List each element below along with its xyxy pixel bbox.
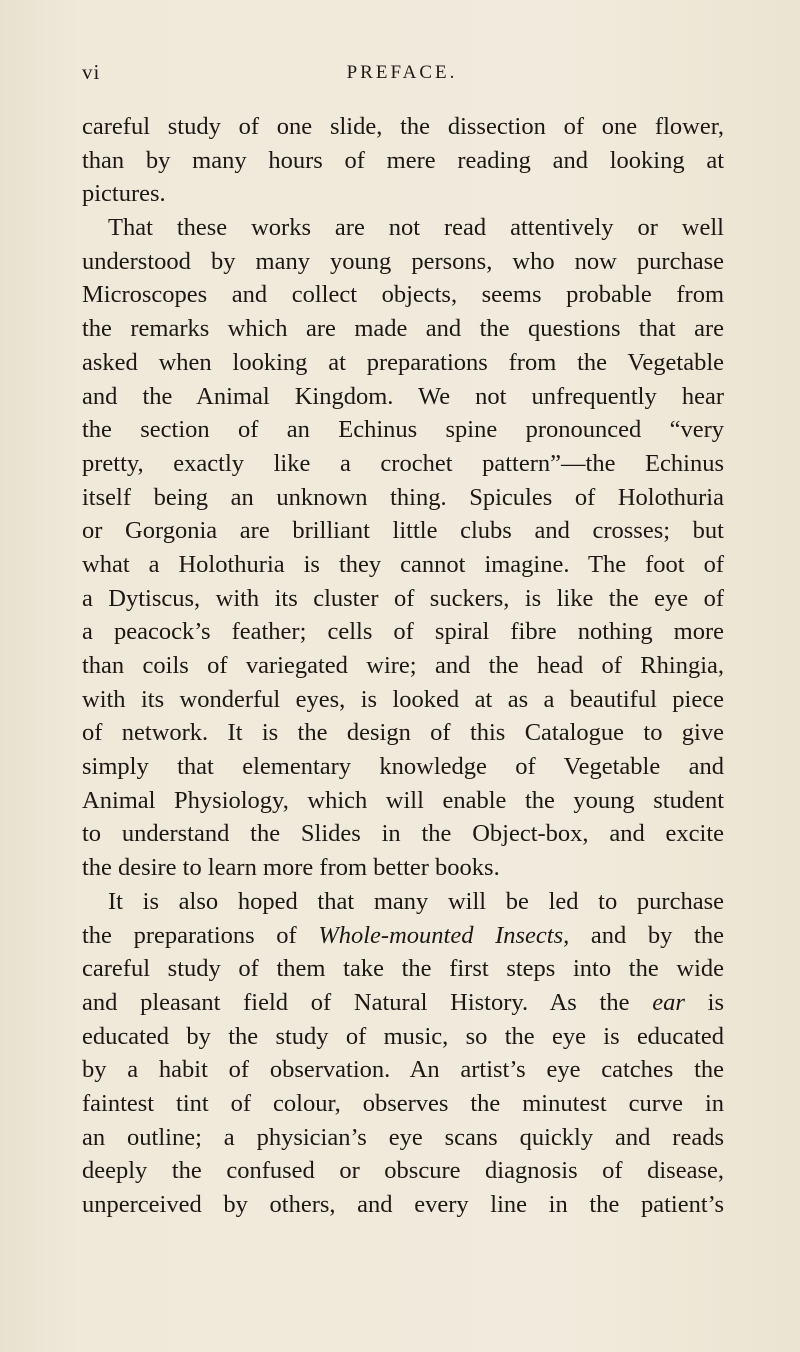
text-line (82, 817, 724, 851)
text-run: is (684, 988, 724, 1016)
text-run: Animal Physiology, which will enable the young student (82, 786, 724, 814)
text-run: asked when looking at preparations from the Vegetable (82, 348, 724, 376)
text-line (82, 683, 724, 717)
text-run: what a Holothuria is they cannot imagine. The foot of (82, 550, 724, 578)
text-run: and the Animal Kingdom. We not unfrequently hear (82, 382, 724, 410)
text-line (82, 481, 724, 515)
text-run: by a habit of observation. An artist’s eye catches the (82, 1056, 724, 1084)
text-line (82, 1121, 724, 1155)
text-run: careful study of one slide, the dissection of one flower, (82, 113, 724, 140)
text-run: the section of an Echinus spine pronounced “very (82, 416, 724, 444)
text-line (82, 346, 724, 380)
text-run: to understand the Slides in the Object-box, and excite (82, 820, 724, 848)
text-run: and by the (569, 921, 724, 949)
text-run: unperceived by others, and every line in the patient’s (82, 1191, 724, 1218)
text-run: careful study of them take the first steps into the wide (82, 955, 724, 983)
text-line (82, 784, 724, 818)
text-line (82, 952, 724, 986)
text-run: with its wonderful eyes, is looked at as a beautiful piece (82, 685, 724, 713)
text-line (82, 413, 724, 447)
text-line (82, 514, 724, 548)
text-run: Microscopes and collect objects, seems probable from (82, 281, 724, 309)
text-run: a peacock’s feather; cells of spiral fibre nothing more (82, 618, 724, 646)
text-run: of network. It is the design of this Catalogue to give (82, 719, 724, 747)
text-line (82, 649, 724, 683)
text-run: That these works are not read attentively or well (108, 214, 724, 242)
text-line (82, 1087, 724, 1121)
text-run: understood by many young persons, who now purchase (82, 247, 724, 275)
text-line (82, 919, 724, 953)
text-line (82, 885, 724, 919)
italic-text: ear (652, 988, 685, 1016)
text-line (82, 447, 724, 481)
text-run: than coils of variegated wire; and the head of Rhingia, (82, 652, 724, 679)
text-line (82, 278, 724, 312)
text-line (82, 380, 724, 414)
text-run: or Gorgonia are brilliant little clubs and crosses; but (82, 517, 724, 545)
text-run: faintest tint of colour, observes the minutest curve in (82, 1089, 724, 1117)
running-title: PREFACE. (346, 62, 458, 83)
text-run: itself being an unknown thing. Spicules of Holothuria (82, 483, 724, 511)
text-run: pretty, exactly like a crochet pattern”—the Echinus (82, 449, 724, 477)
text-line (82, 245, 724, 279)
text-run: a Dytiscus, with its cluster of suckers, is like the eye of (82, 584, 724, 612)
italic-text: Whole-mounted Insects, (318, 921, 570, 949)
text-run: deeply the confused or obscure diagnosis of disease, (82, 1157, 724, 1185)
text-line (82, 312, 724, 346)
text-run: an outline; a physician’s eye scans quickly and reads (82, 1123, 724, 1151)
text-line (82, 177, 724, 211)
text-line (82, 851, 724, 885)
text-line (82, 750, 724, 784)
text-run: the preparations of (82, 921, 319, 949)
text-line (82, 986, 724, 1020)
text-run: the desire to learn more from better books. (82, 854, 500, 882)
text-line (82, 1154, 724, 1188)
text-run: pictures. (82, 180, 166, 208)
running-head (82, 60, 722, 90)
text-line (82, 144, 724, 178)
text-line (82, 582, 724, 616)
body-text (82, 110, 724, 1222)
text-run: educated by the study of music, so the eye is educated (82, 1022, 724, 1050)
text-line (82, 1020, 724, 1054)
text-run: than by many hours of mere reading and looking at (82, 146, 724, 174)
text-line (82, 548, 724, 582)
text-run: and pleasant field of Natural History. As the (82, 988, 653, 1016)
text-run: the remarks which are made and the questions that are (82, 315, 724, 343)
text-line (82, 1188, 724, 1222)
page-number: vi (82, 60, 101, 84)
text-run: simply that elementary knowledge of Vegetable and (82, 753, 724, 781)
text-line (82, 615, 724, 649)
text-line (82, 110, 724, 144)
text-line (82, 211, 724, 245)
text-line (82, 1053, 724, 1087)
text-line (82, 716, 724, 750)
text-run: It is also hoped that many will be led to purchase (108, 887, 724, 915)
